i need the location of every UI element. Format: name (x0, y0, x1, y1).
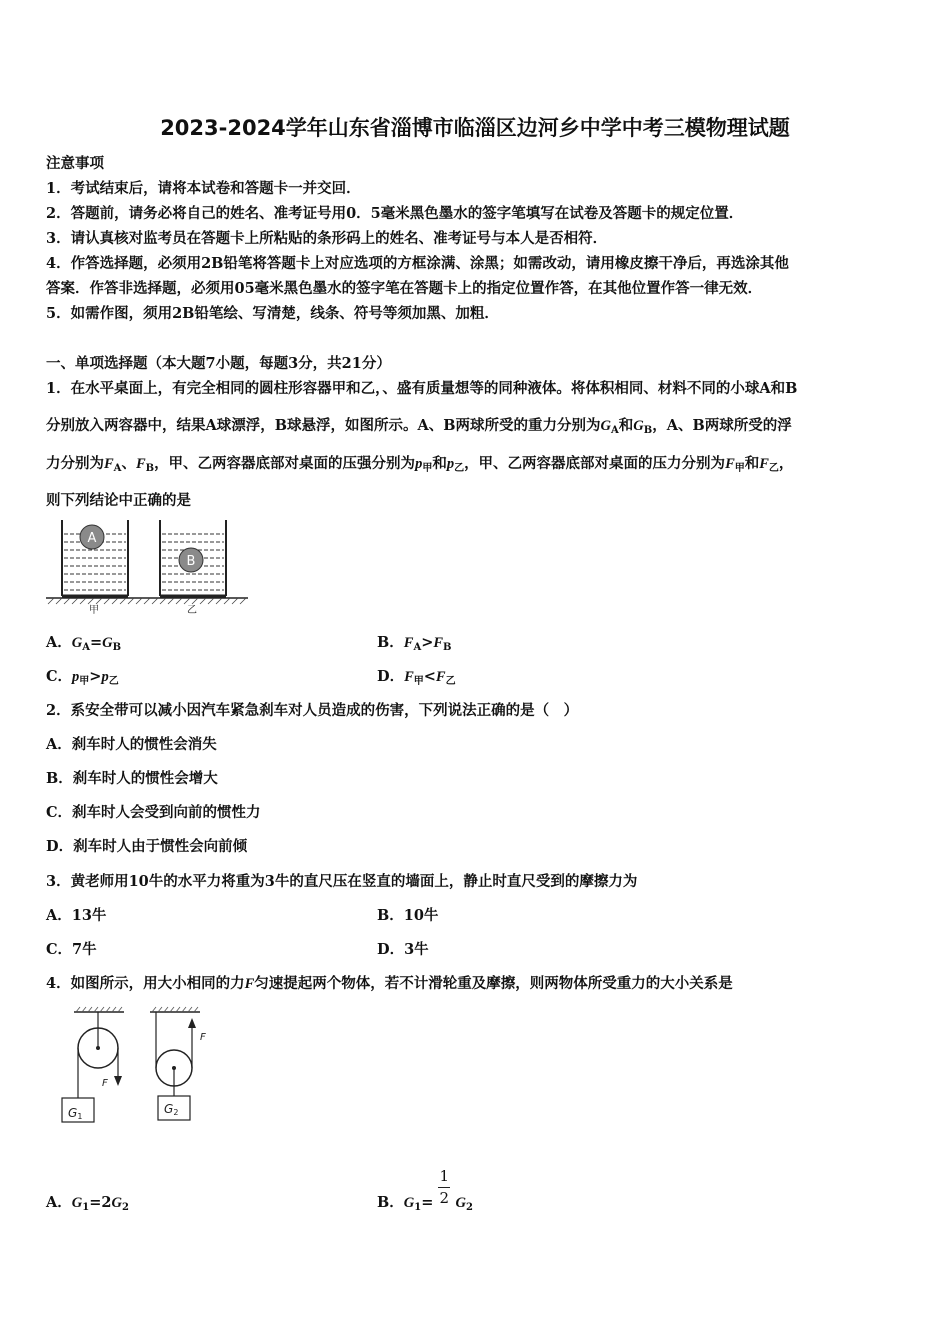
block-g1-label: G1 (68, 1106, 83, 1121)
notice-item: 答案．作答非选择题，必须用05毫米黑色墨水的签字笔在答题卡上的指定位置作答，在其他位置作答一律无效． (46, 280, 763, 297)
notice-item: 1．考试结束后，请将本试卷和答题卡一并交回． (46, 180, 361, 197)
q4-stem: 4．如图所示，用大小相同的力F匀速提起两个物体，若不计滑轮重及摩擦，则两物体所受重力的大小关系是 (46, 975, 733, 992)
q3-option-a[interactable]: A．13牛 (46, 907, 107, 924)
movable-pulley (150, 1007, 206, 1120)
label-yi: 乙 (187, 605, 197, 616)
q3-stem: 3．黄老师用10牛的水平力将重为3牛的直尺压在竖直的墙面上，静止时直尺受到的摩擦力为 (46, 873, 638, 890)
q1-option-d[interactable]: D．$F_甲<F_乙$ (377, 668, 456, 687)
notice-item: 2．答题前，请务必将自己的姓名、准考证号用0．5毫米黑色墨水的签字笔填写在试卷及答题卡的规定位置． (46, 205, 744, 222)
q2-option-a[interactable]: A．刹车时人的惯性会消失 (46, 736, 217, 753)
ball-b-label: B (186, 554, 196, 569)
q2-option-b[interactable]: B．刹车时人的惯性会增大 (46, 770, 218, 787)
q1-option-c[interactable]: C．$p_甲>p_乙$ (46, 668, 119, 687)
q3-option-d[interactable]: D．3牛 (377, 941, 429, 958)
q1-line-1: 1．在水平桌面上，有完全相同的圆柱形容器甲和乙，、盛有质量想等的同种液体。将体积相同、材料不同的小球A和B (46, 380, 798, 397)
q2-stem: 2．系安全带可以减小因汽车紧急刹车对人员造成的伤害，下列说法正确的是（ ） (46, 702, 579, 719)
fixed-pulley (62, 1007, 124, 1122)
block-g2-label: G2 (164, 1102, 179, 1117)
ball-a-label: A (87, 531, 97, 546)
container-jia (62, 520, 128, 596)
notice-item: 3．请认真核对监考员在答题卡上所粘贴的条形码上的姓名、准考证号与本人是否相符． (46, 230, 608, 247)
q2-option-c[interactable]: C．刹车时人会受到向前的惯性力 (46, 804, 261, 821)
force-label-2: F (200, 1032, 206, 1043)
q4-pulley-figure (54, 1006, 224, 1130)
q1-line-4: 则下列结论中正确的是 (46, 492, 191, 509)
force-label-1: F (102, 1078, 108, 1089)
page-title: 2023-2024学年山东省淄博市临淄区边河乡中学中考三模物理试题 (160, 116, 790, 140)
label-jia: 甲 (89, 605, 99, 616)
notice-item: 5．如需作图，须用2B铅笔绘、写清楚，线条、符号等须加黑、加粗． (46, 305, 499, 322)
q2-option-d[interactable]: D．刹车时人由于惯性会向前倾 (46, 838, 248, 855)
section-heading: 一、单项选择题（本大题7小题，每题3分，共21分） (46, 355, 391, 372)
container-yi (160, 520, 226, 596)
q1-option-a[interactable]: A．$G_A=G_B$ (46, 634, 122, 653)
q3-option-c[interactable]: C．7牛 (46, 941, 97, 958)
q4-option-b[interactable]: B．$G_1=$ $\frac{1}{2}$ $G_2$ (377, 1167, 473, 1213)
q4-option-a[interactable]: A．$G_1=2G_2$ (46, 1194, 129, 1213)
q3-option-b[interactable]: B．10牛 (377, 907, 439, 924)
q1-line-2: 分别放入两容器中，结果A球漂浮，B球悬浮，如图所示。A、B两球所受的重力分别为$G_A$和$G_B$，A、B两球所受的浮 (46, 417, 792, 436)
q1-containers-figure (44, 516, 252, 616)
notice-heading: 注意事项 (46, 155, 104, 172)
q1-option-b[interactable]: B．$F_A>F_B$ (377, 634, 452, 653)
q1-line-3: 力分别为$F_A$、$F_B$，甲、乙两容器底部对桌面的压强分别为$p_甲$和$p_乙$，甲、乙两容器底部对桌面的压力分别为$F_甲$和$F_乙$， (46, 455, 794, 474)
notice-item: 4．作答选择题，必须用2B铅笔将答题卡上对应选项的方框涂满、涂黑；如需改动，请用橡皮擦干净后，再选涂其他 (46, 255, 789, 272)
fraction-half: $\frac{1}{2}$ (439, 1167, 449, 1207)
